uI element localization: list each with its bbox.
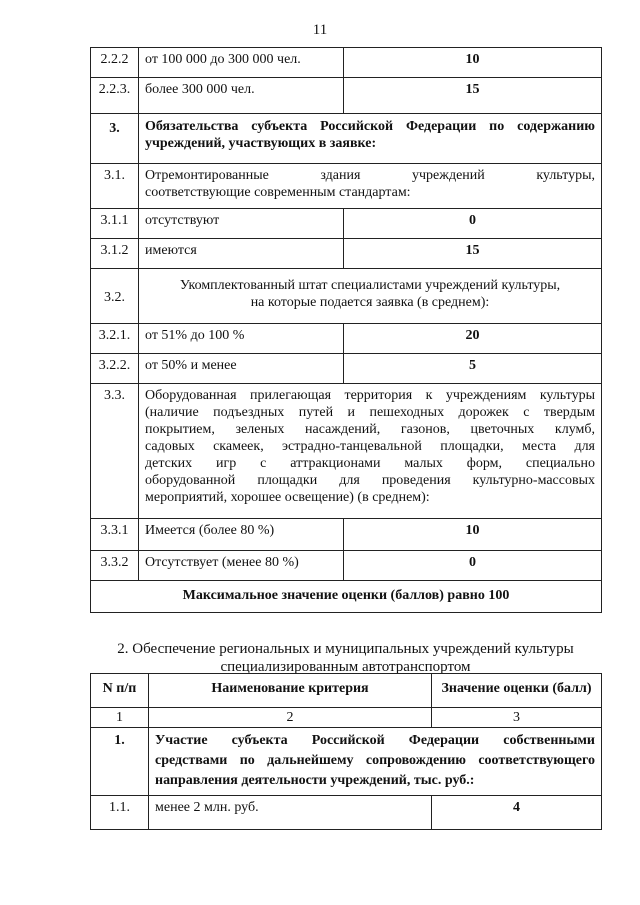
table-row (91, 209, 602, 239)
table-row (91, 324, 602, 354)
criteria-table-2 (90, 673, 602, 830)
score-value: 0 (344, 551, 602, 581)
criteria-table-1 (90, 47, 602, 613)
criterion-text (139, 164, 602, 209)
criterion-text: Отсутствует (менее 80 %) (139, 551, 344, 581)
section-heading (139, 114, 602, 164)
text-line: мероприятий, хорошее освещение) (в среднем): (145, 490, 430, 505)
text-line: соответствующие современным стандартам: (145, 185, 411, 200)
heading-line: Обязательства субъекта Российской Федерации по содержанию (145, 119, 595, 134)
score-value: 0 (344, 209, 602, 239)
table-row (91, 239, 602, 269)
table-row (91, 164, 602, 209)
criterion-text: имеются (139, 239, 344, 269)
table-row (91, 519, 602, 551)
table-row (91, 551, 602, 581)
row-number: 2.2.3. (91, 78, 139, 114)
criterion-text: от 50% и менее (139, 354, 344, 384)
table-row (91, 48, 602, 78)
criterion-text (139, 269, 602, 324)
header-score: Значение оценки (балл) (432, 674, 602, 708)
index-cell: 3 (432, 708, 602, 728)
row-number: 1.1. (91, 796, 149, 830)
text-line: на которые подается заявка (в среднем): (250, 295, 490, 310)
row-number: 3. (91, 114, 139, 164)
criterion-text: от 100 000 до 300 000 чел. (139, 48, 344, 78)
max-score-note: Максимальное значение оценки (баллов) равно 100 (91, 581, 602, 613)
text-line: Отремонтированные здания учреждений культуры, (145, 168, 595, 183)
criterion-text: более 300 000 чел. (139, 78, 344, 114)
score-value: 5 (344, 354, 602, 384)
page-number: 11 (312, 22, 328, 38)
row-number: 3.3.1 (91, 519, 139, 551)
score-value: 10 (344, 519, 602, 551)
section-2-title (90, 640, 601, 676)
row-number: 3.2.2. (91, 354, 139, 384)
criterion-text: менее 2 млн. руб. (149, 796, 432, 830)
row-number: 3.3.2 (91, 551, 139, 581)
row-number: 3.1.1 (91, 209, 139, 239)
index-cell: 1 (91, 708, 149, 728)
section-heading (149, 728, 602, 796)
criterion-text: Имеется (более 80 %) (139, 519, 344, 551)
table-row (91, 269, 602, 324)
heading-line: Участие субъекта Российской Федерации собственными (155, 733, 595, 748)
title-line: 2. Обеспечение региональных и муниципальных учреждений культуры (117, 641, 574, 657)
text-line: Укомплектованный штат специалистами учреждений культуры, (179, 278, 561, 293)
heading-line: учреждений, участвующих в заявке: (145, 136, 377, 151)
text-line: оборудованной площадки для проведения культурно-массовых (145, 473, 595, 488)
text-line: (наличие подъездных путей и пешеходных дорожек с твердым (145, 405, 595, 420)
table-row (91, 114, 602, 164)
table-footer-row (91, 581, 602, 613)
table-row (91, 796, 602, 830)
index-cell: 2 (149, 708, 432, 728)
row-number: 3.3. (91, 384, 139, 519)
score-value: 4 (432, 796, 602, 830)
heading-line: направления деятельности учреждений, тыс. руб.: (155, 773, 475, 788)
row-number: 3.2.1. (91, 324, 139, 354)
text-line: Оборудованная прилегающая территория к учреждениям культуры (145, 388, 595, 403)
criterion-text (139, 384, 602, 519)
header-criterion: Наименование критерия (149, 674, 432, 708)
score-value: 15 (344, 239, 602, 269)
table-header-row (91, 674, 602, 708)
text-line: покрытием, зеленых насаждений, газонов, цветочных клумб, (145, 422, 595, 437)
score-value: 15 (344, 78, 602, 114)
row-number: 3.1.2 (91, 239, 139, 269)
header-number: N п/п (91, 674, 149, 708)
criterion-text: от 51% до 100 % (139, 324, 344, 354)
row-number: 3.2. (91, 269, 139, 324)
table-row (91, 384, 602, 519)
score-value: 20 (344, 324, 602, 354)
text-line: садовых скамеек, эстрадно-танцевальной площадки, места для (145, 439, 595, 454)
criterion-text: отсутствуют (139, 209, 344, 239)
row-number: 3.1. (91, 164, 139, 209)
row-number: 2.2.2 (91, 48, 139, 78)
table-row (91, 354, 602, 384)
text-line: детских игр с аттракционами малых форм, специально (145, 456, 595, 471)
table-row (91, 728, 602, 796)
index-row (91, 708, 602, 728)
table-row (91, 78, 602, 114)
title-line: специализированным автотранспортом (220, 659, 471, 675)
score-value: 10 (344, 48, 602, 78)
heading-line: средствами по дальнейшему сопровождению соответствующего (155, 753, 595, 768)
row-number: 1. (91, 728, 149, 796)
